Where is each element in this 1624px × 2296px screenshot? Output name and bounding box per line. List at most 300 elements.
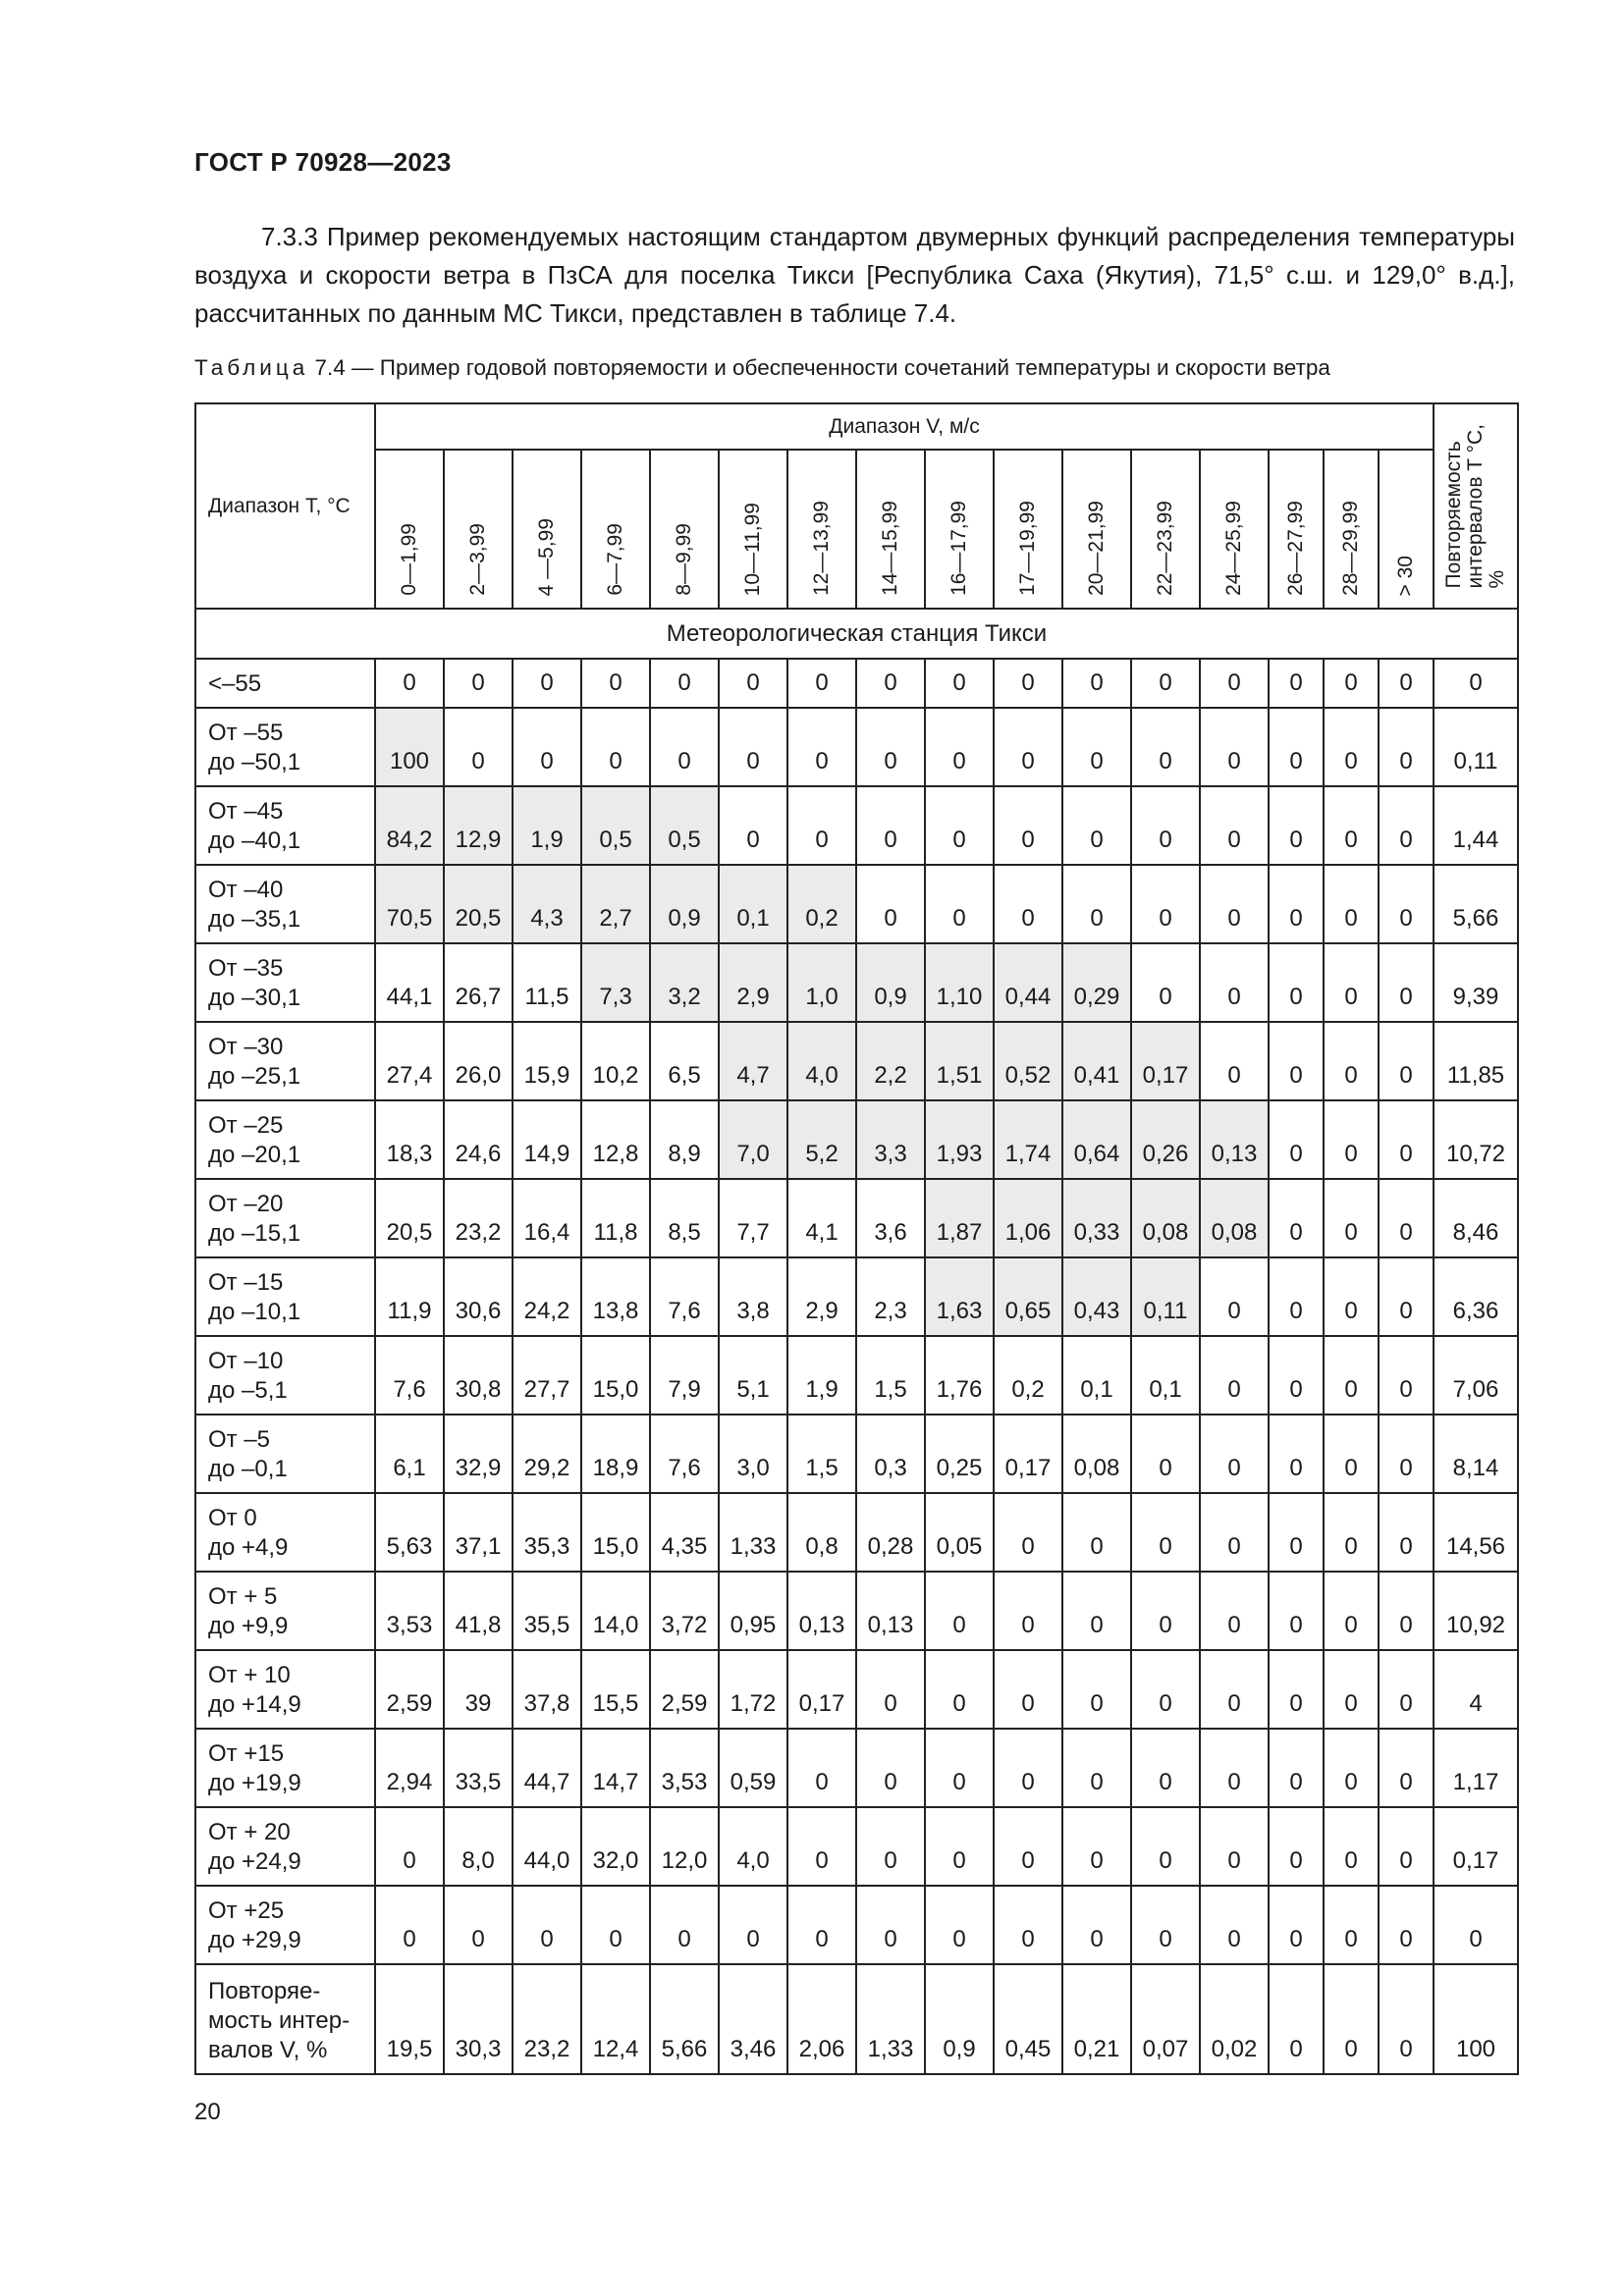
table-cell: 0,13 bbox=[856, 1572, 925, 1650]
table-cell: 84,2 bbox=[375, 786, 444, 865]
t-range-header: Диапазон T, °C bbox=[195, 403, 375, 609]
table-cell: 0 bbox=[856, 1729, 925, 1807]
table-cell: 0 bbox=[787, 659, 856, 708]
caption-label: Таблица bbox=[194, 355, 309, 380]
table-cell: 0,05 bbox=[925, 1493, 994, 1572]
table-cell: 0 bbox=[513, 708, 581, 786]
table-cell: 5,2 bbox=[787, 1100, 856, 1179]
row-label: От –20 до –15,1 bbox=[195, 1179, 375, 1257]
table-cell: 15,5 bbox=[581, 1650, 650, 1729]
table-cell: 0 bbox=[1062, 659, 1131, 708]
row-label: От –35 до –30,1 bbox=[195, 943, 375, 1022]
table-cell: 0,9 bbox=[925, 1964, 994, 2074]
table-cell: 0 bbox=[1200, 786, 1269, 865]
table-cell: 0,45 bbox=[994, 1964, 1062, 2074]
table-cell: 0 bbox=[1324, 708, 1379, 786]
table-cell: 0 bbox=[1379, 1964, 1434, 2074]
v-column-label: > 30 bbox=[1394, 555, 1417, 596]
table-row bbox=[195, 1650, 1518, 1729]
table-cell: 0 bbox=[1269, 1886, 1324, 1964]
table-cell: 0 bbox=[925, 708, 994, 786]
table-cell: 1,72 bbox=[719, 1650, 787, 1729]
row-total: 0 bbox=[1434, 659, 1518, 708]
table-cell: 0 bbox=[1200, 943, 1269, 1022]
intro-text: 7.3.3 Пример рекомендуемых настоящим стандартом двумерных функций распределения температуры воздуха и скорости ветра в ПзСА для поселка Тикси [Республика Саха (Якутия), 71,5° с.ш. и 129,0° в.д.], рассчитанных по данным МС Тикси, представлен в таблице 7.4. bbox=[194, 222, 1515, 328]
table-cell: 0 bbox=[581, 708, 650, 786]
table-cell: 0 bbox=[1379, 786, 1434, 865]
table-cell: 0 bbox=[994, 865, 1062, 943]
table-cell: 12,0 bbox=[650, 1807, 719, 1886]
table-cell: 0 bbox=[925, 659, 994, 708]
table-cell: 0 bbox=[444, 1886, 513, 1964]
table-cell: 3,53 bbox=[650, 1729, 719, 1807]
table-cell: 0,08 bbox=[1062, 1415, 1131, 1493]
table-cell: 1,63 bbox=[925, 1257, 994, 1336]
table-cell: 100 bbox=[375, 708, 444, 786]
v-column-header bbox=[1269, 450, 1324, 609]
table-cell: 0 bbox=[1379, 943, 1434, 1022]
table-cell: 1,9 bbox=[513, 786, 581, 865]
table-cell: 14,7 bbox=[581, 1729, 650, 1807]
table-cell: 44,0 bbox=[513, 1807, 581, 1886]
table-cell: 0,13 bbox=[1200, 1100, 1269, 1179]
v-column-label: 6—7,99 bbox=[604, 523, 626, 596]
table-cell: 11,9 bbox=[375, 1257, 444, 1336]
row-label: От –5 до –0,1 bbox=[195, 1415, 375, 1493]
table-cell: 1,33 bbox=[719, 1493, 787, 1572]
v-range-header: Диапазон V, м/с bbox=[375, 403, 1434, 450]
row-label: От –45 до –40,1 bbox=[195, 786, 375, 865]
table-cell: 0 bbox=[925, 865, 994, 943]
table-cell: 37,8 bbox=[513, 1650, 581, 1729]
table-cell: 0 bbox=[856, 659, 925, 708]
table-cell: 0 bbox=[1062, 1886, 1131, 1964]
table-cell: 18,9 bbox=[581, 1415, 650, 1493]
table-cell: 0 bbox=[1269, 659, 1324, 708]
table-cell: 0 bbox=[1200, 1572, 1269, 1650]
table-cell: 0 bbox=[444, 659, 513, 708]
table-cell: 0 bbox=[581, 659, 650, 708]
table-cell: 0 bbox=[925, 1807, 994, 1886]
row-total: 10,72 bbox=[1434, 1100, 1518, 1179]
row-total: 8,14 bbox=[1434, 1415, 1518, 1493]
table-row bbox=[195, 1257, 1518, 1336]
table-cell: 3,0 bbox=[719, 1415, 787, 1493]
table-cell: 0,41 bbox=[1062, 1022, 1131, 1100]
v-column-header bbox=[1324, 450, 1379, 609]
v-column-header bbox=[1379, 450, 1434, 609]
table-cell: 0 bbox=[444, 708, 513, 786]
intro-paragraph bbox=[194, 218, 1515, 333]
table-cell: 0 bbox=[787, 1886, 856, 1964]
table-cell: 0 bbox=[994, 1650, 1062, 1729]
table-cell: 0,07 bbox=[1131, 1964, 1200, 2074]
table-cell: 3,2 bbox=[650, 943, 719, 1022]
table-row bbox=[195, 708, 1518, 786]
frequency-table bbox=[194, 402, 1519, 2075]
table-cell: 0 bbox=[1131, 1886, 1200, 1964]
table-cell: 0 bbox=[1269, 1179, 1324, 1257]
table-cell: 0 bbox=[1131, 865, 1200, 943]
table-cell: 0,65 bbox=[994, 1257, 1062, 1336]
v-column-header bbox=[719, 450, 787, 609]
table-cell: 0 bbox=[1200, 1650, 1269, 1729]
table-cell: 23,2 bbox=[444, 1179, 513, 1257]
table-cell: 3,3 bbox=[856, 1100, 925, 1179]
table-cell: 0 bbox=[856, 786, 925, 865]
table-cell: 7,6 bbox=[650, 1257, 719, 1336]
table-cell: 0 bbox=[1200, 865, 1269, 943]
table-cell: 23,2 bbox=[513, 1964, 581, 2074]
row-label: Повторяе- мость интер- валов V, % bbox=[195, 1964, 375, 2074]
table-cell: 0 bbox=[1324, 1729, 1379, 1807]
v-column-header bbox=[650, 450, 719, 609]
table-cell: 0 bbox=[650, 708, 719, 786]
table-cell: 0 bbox=[1379, 708, 1434, 786]
table-cell: 0 bbox=[1269, 1493, 1324, 1572]
table-cell: 0 bbox=[1200, 659, 1269, 708]
table-cell: 0 bbox=[1324, 1100, 1379, 1179]
table-cell: 2,9 bbox=[719, 943, 787, 1022]
t-interval-frequency-label: Повторяемость интервалов T °C, % bbox=[1442, 423, 1508, 589]
table-cell: 8,0 bbox=[444, 1807, 513, 1886]
table-cell: 0 bbox=[925, 1572, 994, 1650]
table-cell: 0 bbox=[1324, 1022, 1379, 1100]
table-cell: 5,1 bbox=[719, 1336, 787, 1415]
table-cell: 35,3 bbox=[513, 1493, 581, 1572]
table-cell: 0 bbox=[925, 1650, 994, 1729]
table-cell: 0 bbox=[1131, 786, 1200, 865]
table-cell: 0,26 bbox=[1131, 1100, 1200, 1179]
table-row bbox=[195, 1415, 1518, 1493]
table-cell: 29,2 bbox=[513, 1415, 581, 1493]
table-cell: 4,1 bbox=[787, 1179, 856, 1257]
table-cell: 0 bbox=[513, 659, 581, 708]
table-cell: 0 bbox=[1131, 708, 1200, 786]
table-cell: 1,06 bbox=[994, 1179, 1062, 1257]
table-cell: 0,25 bbox=[925, 1415, 994, 1493]
table-cell: 20,5 bbox=[444, 865, 513, 943]
table-cell: 0 bbox=[1379, 1336, 1434, 1415]
table-cell: 2,06 bbox=[787, 1964, 856, 2074]
table-cell: 0 bbox=[1200, 708, 1269, 786]
table-cell: 0,08 bbox=[1131, 1179, 1200, 1257]
table-cell: 0 bbox=[1269, 1415, 1324, 1493]
table-cell: 2,9 bbox=[787, 1257, 856, 1336]
table-cell: 0 bbox=[1062, 865, 1131, 943]
table-cell: 44,1 bbox=[375, 943, 444, 1022]
table-cell: 0 bbox=[1324, 1650, 1379, 1729]
table-cell: 0 bbox=[925, 786, 994, 865]
table-cell: 0,08 bbox=[1200, 1179, 1269, 1257]
table-cell: 0 bbox=[1062, 1807, 1131, 1886]
table-cell: 0 bbox=[719, 786, 787, 865]
table-cell: 2,2 bbox=[856, 1022, 925, 1100]
row-total: 100 bbox=[1434, 1964, 1518, 2074]
table-cell: 1,5 bbox=[856, 1336, 925, 1415]
v-column-label: 24—25,99 bbox=[1222, 501, 1245, 596]
table-cell: 0 bbox=[1324, 659, 1379, 708]
table-cell: 12,4 bbox=[581, 1964, 650, 2074]
table-cell: 12,9 bbox=[444, 786, 513, 865]
table-cell: 0 bbox=[1269, 1257, 1324, 1336]
table-row bbox=[195, 1336, 1518, 1415]
row-label: От +25 до +29,9 bbox=[195, 1886, 375, 1964]
table-cell: 7,9 bbox=[650, 1336, 719, 1415]
page-number: 20 bbox=[194, 2099, 221, 2125]
row-label: От + 20 до +24,9 bbox=[195, 1807, 375, 1886]
table-cell: 0 bbox=[1062, 1650, 1131, 1729]
table-cell: 0 bbox=[1062, 1572, 1131, 1650]
v-column-header bbox=[444, 450, 513, 609]
page-header: ГОСТ Р 70928—2023 bbox=[194, 147, 452, 177]
table-cell: 0,02 bbox=[1200, 1964, 1269, 2074]
table-cell: 33,5 bbox=[444, 1729, 513, 1807]
table-cell: 0 bbox=[1062, 1493, 1131, 1572]
table-cell: 0 bbox=[1131, 1729, 1200, 1807]
table-cell: 0 bbox=[1269, 786, 1324, 865]
table-cell: 18,3 bbox=[375, 1100, 444, 1179]
table-cell: 0 bbox=[650, 659, 719, 708]
table-cell: 0,95 bbox=[719, 1572, 787, 1650]
table-cell: 0 bbox=[1379, 659, 1434, 708]
table-cell: 0 bbox=[1379, 1100, 1434, 1179]
table-cell: 0 bbox=[1379, 1650, 1434, 1729]
v-column-header bbox=[513, 450, 581, 609]
table-cell: 0 bbox=[994, 659, 1062, 708]
table-cell: 19,5 bbox=[375, 1964, 444, 2074]
table-cell: 7,3 bbox=[581, 943, 650, 1022]
table-cell: 0,13 bbox=[787, 1572, 856, 1650]
table-caption bbox=[194, 355, 1530, 381]
row-total: 8,46 bbox=[1434, 1179, 1518, 1257]
table-cell: 35,5 bbox=[513, 1572, 581, 1650]
table-cell: 0,43 bbox=[1062, 1257, 1131, 1336]
table-cell: 4,35 bbox=[650, 1493, 719, 1572]
row-label: От + 10 до +14,9 bbox=[195, 1650, 375, 1729]
table-cell: 0 bbox=[1131, 659, 1200, 708]
table-cell: 4,3 bbox=[513, 865, 581, 943]
table-cell: 0 bbox=[856, 708, 925, 786]
table-cell: 0 bbox=[994, 1886, 1062, 1964]
table-cell: 0 bbox=[1324, 1415, 1379, 1493]
table-cell: 30,6 bbox=[444, 1257, 513, 1336]
table-cell: 41,8 bbox=[444, 1572, 513, 1650]
table-cell: 24,2 bbox=[513, 1257, 581, 1336]
table-cell: 0 bbox=[925, 1729, 994, 1807]
table-cell: 0 bbox=[994, 1493, 1062, 1572]
table-cell: 16,4 bbox=[513, 1179, 581, 1257]
table-cell: 0,28 bbox=[856, 1493, 925, 1572]
table-cell: 0 bbox=[994, 1572, 1062, 1650]
table-cell: 12,8 bbox=[581, 1100, 650, 1179]
table-cell: 0 bbox=[1269, 865, 1324, 943]
table-cell: 0 bbox=[994, 786, 1062, 865]
station-row: Метеорологическая станция Тикси bbox=[195, 609, 1518, 659]
table-cell: 5,66 bbox=[650, 1964, 719, 2074]
table-row bbox=[195, 1179, 1518, 1257]
table-cell: 0 bbox=[1269, 1100, 1324, 1179]
table-cell: 0 bbox=[375, 1886, 444, 1964]
table-cell: 10,2 bbox=[581, 1022, 650, 1100]
table-cell: 0 bbox=[1324, 1886, 1379, 1964]
table-cell: 7,6 bbox=[650, 1415, 719, 1493]
table-cell: 0 bbox=[1324, 1572, 1379, 1650]
row-total: 9,39 bbox=[1434, 943, 1518, 1022]
table-cell: 0 bbox=[856, 1886, 925, 1964]
v-column-header bbox=[375, 450, 444, 609]
table-cell: 0,64 bbox=[1062, 1100, 1131, 1179]
table-cell: 4,0 bbox=[787, 1022, 856, 1100]
table-cell: 32,0 bbox=[581, 1807, 650, 1886]
row-total: 14,56 bbox=[1434, 1493, 1518, 1572]
table-cell: 37,1 bbox=[444, 1493, 513, 1572]
table-cell: 0,33 bbox=[1062, 1179, 1131, 1257]
table-cell: 0,59 bbox=[719, 1729, 787, 1807]
row-label: <–55 bbox=[195, 659, 375, 708]
table-cell: 0 bbox=[1269, 943, 1324, 1022]
row-label: От –25 до –20,1 bbox=[195, 1100, 375, 1179]
table-cell: 2,94 bbox=[375, 1729, 444, 1807]
table-cell: 20,5 bbox=[375, 1179, 444, 1257]
table-cell: 0 bbox=[581, 1886, 650, 1964]
table-cell: 4,0 bbox=[719, 1807, 787, 1886]
v-column-header bbox=[856, 450, 925, 609]
table-cell: 0 bbox=[1269, 1964, 1324, 2074]
table-cell: 0 bbox=[1131, 1415, 1200, 1493]
table-cell: 0 bbox=[1062, 1729, 1131, 1807]
table-cell: 1,87 bbox=[925, 1179, 994, 1257]
v-column-label: 28—29,99 bbox=[1339, 501, 1362, 596]
table-cell: 0 bbox=[1269, 1729, 1324, 1807]
table-cell: 0,2 bbox=[994, 1336, 1062, 1415]
table-cell: 0 bbox=[1200, 1336, 1269, 1415]
table-cell: 15,0 bbox=[581, 1336, 650, 1415]
table-cell: 30,8 bbox=[444, 1336, 513, 1415]
table-row bbox=[195, 1100, 1518, 1179]
table-cell: 39 bbox=[444, 1650, 513, 1729]
table-cell: 1,74 bbox=[994, 1100, 1062, 1179]
table-cell: 0 bbox=[787, 1807, 856, 1886]
table-cell: 0,2 bbox=[787, 865, 856, 943]
v-column-header bbox=[925, 450, 994, 609]
table-cell: 0 bbox=[1131, 1807, 1200, 1886]
table-cell: 0 bbox=[1131, 1493, 1200, 1572]
table-cell: 7,7 bbox=[719, 1179, 787, 1257]
table-cell: 0 bbox=[1269, 1650, 1324, 1729]
table-cell: 0 bbox=[856, 865, 925, 943]
row-total: 1,44 bbox=[1434, 786, 1518, 865]
table-cell: 2,7 bbox=[581, 865, 650, 943]
table-cell: 3,6 bbox=[856, 1179, 925, 1257]
table-cell: 0 bbox=[1200, 1257, 1269, 1336]
table-cell: 0 bbox=[375, 659, 444, 708]
table-cell: 27,4 bbox=[375, 1022, 444, 1100]
row-total: 10,92 bbox=[1434, 1572, 1518, 1650]
table-cell: 0,3 bbox=[856, 1415, 925, 1493]
v-column-header bbox=[787, 450, 856, 609]
table-cell: 11,5 bbox=[513, 943, 581, 1022]
table-cell: 1,51 bbox=[925, 1022, 994, 1100]
table-cell: 0 bbox=[994, 1807, 1062, 1886]
table-cell: 0 bbox=[994, 708, 1062, 786]
table-cell: 5,63 bbox=[375, 1493, 444, 1572]
row-label: От –55 до –50,1 bbox=[195, 708, 375, 786]
table-cell: 32,9 bbox=[444, 1415, 513, 1493]
table-cell: 0 bbox=[1062, 708, 1131, 786]
table-cell: 0 bbox=[1200, 1807, 1269, 1886]
v-column-header bbox=[994, 450, 1062, 609]
table-row bbox=[195, 1807, 1518, 1886]
table-container bbox=[194, 402, 1519, 2075]
table-cell: 0 bbox=[1324, 1493, 1379, 1572]
v-column-label: 17—19,99 bbox=[1016, 501, 1039, 596]
v-column-label: 8—9,99 bbox=[673, 523, 695, 596]
table-cell: 0,17 bbox=[787, 1650, 856, 1729]
table-row bbox=[195, 659, 1518, 708]
table-cell: 7,0 bbox=[719, 1100, 787, 1179]
table-cell: 0 bbox=[1269, 1336, 1324, 1415]
table-row bbox=[195, 1886, 1518, 1964]
v-column-header bbox=[1131, 450, 1200, 609]
v-column-label: 4 —5,99 bbox=[535, 517, 558, 596]
table-cell: 0 bbox=[1062, 786, 1131, 865]
table-cell: 7,6 bbox=[375, 1336, 444, 1415]
v-column-label: 14—15,99 bbox=[879, 501, 901, 596]
table-cell: 1,33 bbox=[856, 1964, 925, 2074]
table-cell: 0 bbox=[1379, 865, 1434, 943]
table-cell: 70,5 bbox=[375, 865, 444, 943]
table-row bbox=[195, 865, 1518, 943]
row-label: От –15 до –10,1 bbox=[195, 1257, 375, 1336]
v-column-label: 20—21,99 bbox=[1085, 501, 1108, 596]
summary-row bbox=[195, 1964, 1518, 2074]
v-column-label: 12—13,99 bbox=[810, 501, 833, 596]
table-cell: 11,8 bbox=[581, 1179, 650, 1257]
table-cell: 0 bbox=[1379, 1729, 1434, 1807]
table-cell: 27,7 bbox=[513, 1336, 581, 1415]
table-cell: 0 bbox=[375, 1807, 444, 1886]
table-cell: 0 bbox=[1324, 1179, 1379, 1257]
table-cell: 0 bbox=[856, 1650, 925, 1729]
v-column-label: 2—3,99 bbox=[466, 523, 489, 596]
table-cell: 0,44 bbox=[994, 943, 1062, 1022]
table-cell: 3,53 bbox=[375, 1572, 444, 1650]
table-cell: 0 bbox=[994, 1729, 1062, 1807]
table-cell: 8,5 bbox=[650, 1179, 719, 1257]
table-cell: 0 bbox=[1200, 1729, 1269, 1807]
table-cell: 0 bbox=[1324, 1257, 1379, 1336]
table-cell: 0 bbox=[1379, 1415, 1434, 1493]
table-cell: 0 bbox=[1324, 943, 1379, 1022]
table-cell: 2,59 bbox=[375, 1650, 444, 1729]
table-cell: 0 bbox=[1324, 1964, 1379, 2074]
v-column-label: 10—11,99 bbox=[741, 502, 764, 596]
table-cell: 0 bbox=[1269, 1572, 1324, 1650]
table-row bbox=[195, 1022, 1518, 1100]
v-column-header bbox=[1062, 450, 1131, 609]
row-total: 7,06 bbox=[1434, 1336, 1518, 1415]
row-total: 0,17 bbox=[1434, 1807, 1518, 1886]
row-label: От + 5 до +9,9 bbox=[195, 1572, 375, 1650]
table-cell: 14,9 bbox=[513, 1100, 581, 1179]
table-cell: 0 bbox=[1131, 943, 1200, 1022]
table-cell: 1,9 bbox=[787, 1336, 856, 1415]
table-cell: 0 bbox=[513, 1886, 581, 1964]
table-cell: 0 bbox=[1379, 1572, 1434, 1650]
table-cell: 0 bbox=[1200, 1022, 1269, 1100]
table-cell: 0,9 bbox=[650, 865, 719, 943]
